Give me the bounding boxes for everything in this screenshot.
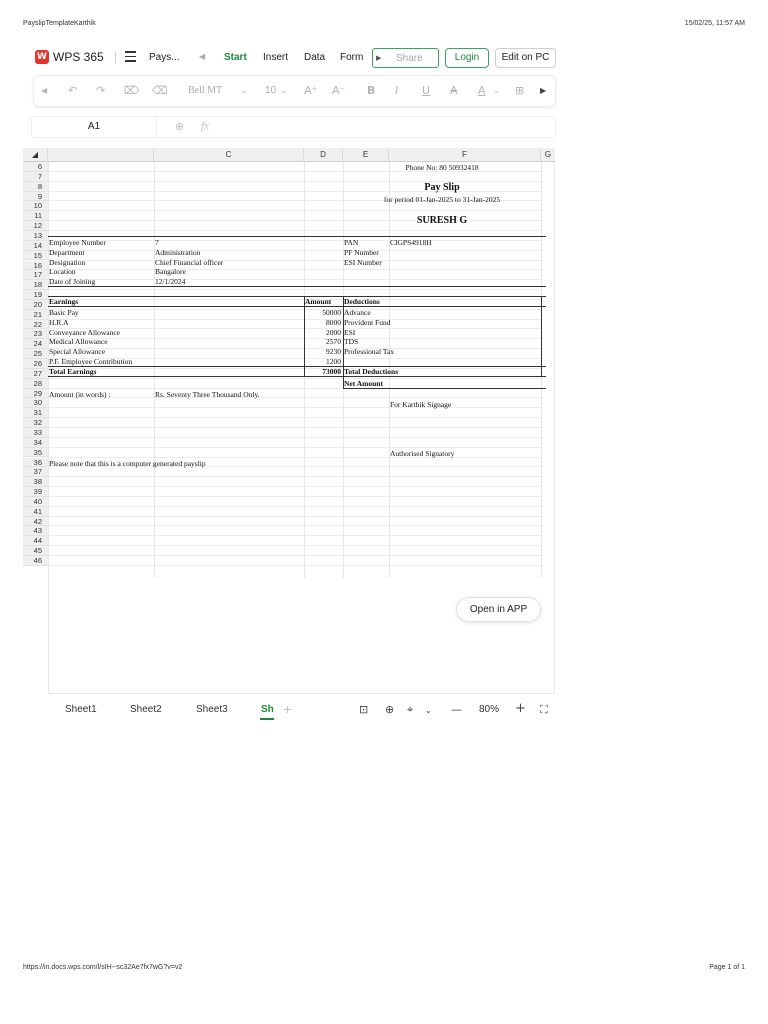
deduction-item: Advance <box>344 308 371 317</box>
info-label: Designation <box>49 258 86 267</box>
row-header[interactable]: 12 <box>23 221 48 231</box>
font-size-select[interactable]: 10 <box>265 85 277 96</box>
row-header[interactable]: 20 <box>23 300 48 310</box>
row-header[interactable]: 24 <box>23 339 48 349</box>
info-value: Chief Financial officer <box>155 258 224 267</box>
gridline <box>48 545 541 546</box>
chevron-down-icon[interactable]: ⌄ <box>280 86 287 95</box>
row-header[interactable]: 43 <box>23 526 48 536</box>
gridline <box>48 496 541 497</box>
print-page-number: Page 1 of 1 <box>709 964 745 971</box>
row-header[interactable]: 10 <box>23 201 48 211</box>
gridline <box>48 457 541 458</box>
row-header[interactable]: 29 <box>23 389 48 399</box>
increase-font-icon[interactable]: A⁺ <box>304 84 318 97</box>
gridline <box>48 289 541 290</box>
pf-label: PF Number <box>344 248 379 257</box>
row-header[interactable]: 6 <box>23 162 48 172</box>
info-label: Employee Number <box>49 238 106 247</box>
gridline <box>48 525 541 526</box>
row-header[interactable]: 19 <box>23 290 48 300</box>
open-in-app-button[interactable]: Open in APP <box>456 597 541 622</box>
decrease-font-icon[interactable]: A⁻ <box>332 84 346 97</box>
gridline <box>48 378 541 379</box>
total-earnings-value: 73000 <box>322 367 341 376</box>
format-painter-icon[interactable]: ⌦ <box>124 84 140 97</box>
employee-name: SURESH G <box>416 215 468 226</box>
deductions-header: Deductions <box>344 297 380 306</box>
print-url: https://in.docs.wps.com/l/sIH--sc32Ae7fx7wG?v=v2 <box>23 964 183 971</box>
row-header[interactable]: 37 <box>23 467 48 477</box>
share-label: Share <box>396 53 423 64</box>
tabs-scroll-left-icon[interactable]: ◀ <box>199 52 206 61</box>
info-value: 12/1/2024 <box>155 277 186 286</box>
globe-icon[interactable]: ⊕ <box>385 703 395 716</box>
gridline <box>48 338 541 339</box>
phone-number: Phone No: 80 50932418 <box>405 163 479 172</box>
strikethrough-icon[interactable]: A <box>450 84 458 97</box>
fullscreen-icon[interactable]: ⛶ <box>540 703 548 716</box>
row-header[interactable]: 22 <box>23 320 48 330</box>
app-topbar <box>33 46 556 70</box>
border-line <box>304 296 305 377</box>
tab-data[interactable]: Data <box>304 52 326 63</box>
pan-value: CIGPS4918H <box>390 238 432 247</box>
underline-icon[interactable]: U <box>422 84 431 97</box>
tab-start[interactable]: Start <box>224 52 247 63</box>
amount-value: 2000 <box>326 328 341 337</box>
amount-value: 2570 <box>326 337 341 346</box>
deduction-item: TDS <box>344 337 359 346</box>
tab-insert[interactable]: Insert <box>263 52 289 63</box>
row-header[interactable]: 36 <box>23 458 48 468</box>
earnings-header: Earnings <box>49 297 79 306</box>
row-header[interactable]: 41 <box>23 507 48 517</box>
amount-words-value: Rs. Seventy Three Thousand Only. <box>155 390 260 399</box>
chevron-down-icon[interactable]: ⌄ <box>241 86 248 95</box>
info-label: Department <box>49 248 85 257</box>
info-value: 7 <box>155 238 159 247</box>
function-icon[interactable]: fx <box>201 120 209 132</box>
info-value: Administration <box>155 248 201 257</box>
row-header[interactable]: 45 <box>23 546 48 556</box>
amount-value: 9230 <box>326 347 341 356</box>
spreadsheet-grid[interactable] <box>23 148 555 578</box>
borders-icon[interactable]: ⊞ <box>515 84 525 97</box>
print-header <box>23 20 745 32</box>
bold-icon[interactable]: B <box>367 84 376 97</box>
undo-icon[interactable]: ↶ <box>68 84 78 97</box>
sheet-tab-3[interactable]: Sheet3 <box>196 704 228 715</box>
row-header[interactable]: 17 <box>23 270 48 280</box>
formula-bar <box>31 116 556 138</box>
sheet-tab-1[interactable]: Sheet1 <box>65 704 97 715</box>
gridline <box>48 260 541 261</box>
gridline <box>48 516 541 517</box>
column-header-g[interactable]: G <box>541 148 555 162</box>
earning-item: P.F. Employee Contribution <box>49 357 133 366</box>
esi-label: ESI Number <box>344 258 382 267</box>
gridline <box>48 535 541 536</box>
formatting-toolbar <box>33 75 556 107</box>
earning-item: Special Allowance <box>49 347 106 356</box>
gridline <box>48 437 541 438</box>
gridline <box>48 427 541 428</box>
add-sheet-icon[interactable]: + <box>283 703 293 716</box>
print-datetime: 15/02/25, 11:57 AM <box>684 20 745 27</box>
sheet-tab-active[interactable]: Sh <box>261 704 274 715</box>
row-header[interactable]: 15 <box>23 251 48 261</box>
chevron-down-icon[interactable]: ⌄ <box>425 706 432 715</box>
zoom-level: 80% <box>479 704 500 715</box>
gridline <box>48 447 541 448</box>
row-header[interactable]: 30 <box>23 398 48 408</box>
border-line <box>48 366 546 367</box>
gridline <box>48 240 541 241</box>
tab-form[interactable]: Form <box>340 52 364 63</box>
font-color-icon[interactable]: A <box>478 84 486 97</box>
column-header-e[interactable]: E <box>343 148 389 162</box>
active-tab-indicator <box>260 718 274 720</box>
row-header[interactable]: 8 <box>23 182 48 192</box>
italic-icon[interactable]: I <box>395 84 399 97</box>
border-line <box>48 286 546 287</box>
row-header[interactable]: 31 <box>23 408 48 418</box>
row-header[interactable]: 34 <box>23 438 48 448</box>
gridline <box>154 162 155 578</box>
border-line <box>541 296 542 377</box>
signatory-label: Authorised Signatory <box>390 449 455 458</box>
gridline <box>48 309 541 310</box>
border-line <box>48 296 546 297</box>
wps-logo-icon: W <box>35 50 49 64</box>
column-header-d[interactable]: D <box>304 148 343 162</box>
amount-header: Amount <box>305 297 332 306</box>
earning-item: Basic Pay <box>49 308 79 317</box>
row-header[interactable]: 21 <box>23 310 48 320</box>
pan-label: PAN <box>344 238 359 247</box>
divider <box>115 52 116 64</box>
net-amount-label: Net Amount <box>344 379 383 388</box>
redo-icon[interactable]: ↷ <box>96 84 106 97</box>
font-name-select[interactable]: Bell MT <box>188 85 223 96</box>
row-header[interactable]: 28 <box>23 379 48 389</box>
border-line <box>343 388 546 389</box>
column-header-blank[interactable] <box>48 148 154 162</box>
share-button[interactable] <box>372 48 439 68</box>
row-header[interactable]: 9 <box>23 192 48 202</box>
freeze-panes-icon[interactable]: ⌖ <box>407 703 414 716</box>
border-line <box>48 376 546 377</box>
gridline <box>48 250 541 251</box>
deduction-item: Professional Tax <box>344 347 394 356</box>
row-header[interactable]: 42 <box>23 517 48 527</box>
gridline <box>48 555 541 556</box>
computer-generated-note: Please note that this is a computer generated payslip <box>49 459 206 468</box>
sheet-tab-bar <box>48 698 555 722</box>
row-header[interactable]: 33 <box>23 428 48 438</box>
chevron-down-icon[interactable]: ⌄ <box>493 86 500 95</box>
print-footer <box>23 964 745 976</box>
row-header[interactable]: 23 <box>23 329 48 339</box>
print-title: PayslipTemplateKarthik <box>23 20 96 27</box>
hamburger-menu-icon[interactable] <box>125 51 136 63</box>
border-line <box>48 306 546 307</box>
edit-on-pc-button[interactable]: Edit on PC <box>495 48 556 68</box>
chevron-left-icon[interactable]: ◀ <box>41 86 48 95</box>
gridline <box>48 299 541 300</box>
amount-value: 8000 <box>326 318 341 327</box>
document-name[interactable]: Pays... <box>149 52 180 63</box>
earning-item: Medical Allowance <box>49 337 108 346</box>
info-label: Location <box>49 267 76 276</box>
eraser-icon[interactable]: ⌫ <box>152 84 168 97</box>
row-header[interactable]: 14 <box>23 241 48 251</box>
info-value: Bangalore <box>155 267 186 276</box>
play-icon: ▶ <box>376 55 382 62</box>
gridline <box>48 506 541 507</box>
gridline <box>48 210 541 211</box>
row-header[interactable]: 26 <box>23 359 48 369</box>
row-header[interactable]: 32 <box>23 418 48 428</box>
zoom-in-icon[interactable]: + <box>515 701 526 716</box>
gridline <box>48 476 541 477</box>
gridline <box>48 368 541 369</box>
wps-logo[interactable] <box>35 50 104 64</box>
wps-logo-text: WPS 365 <box>53 50 104 64</box>
column-header-f[interactable]: F <box>389 148 541 162</box>
amount-value: 50000 <box>322 308 341 317</box>
gridline <box>48 486 541 487</box>
border-line <box>48 236 546 237</box>
payslip-period: for period 01-Jan-2025 to 31-Jan-2025 <box>383 195 501 204</box>
row-header[interactable]: 18 <box>23 280 48 290</box>
gridline <box>48 348 541 349</box>
payslip-title: Pay Slip <box>424 182 460 193</box>
deduction-item: ESI <box>344 328 356 337</box>
row-header[interactable]: 46 <box>23 556 48 566</box>
deduction-item: Provident Fund <box>344 318 391 327</box>
gridline <box>48 565 541 566</box>
chevron-right-icon[interactable]: ▶ <box>540 86 547 95</box>
select-all-corner[interactable]: ◢ <box>23 148 48 162</box>
earning-item: Conveyance Allowance <box>49 328 121 337</box>
row-header[interactable]: 25 <box>23 349 48 359</box>
gridline <box>48 407 541 408</box>
amount-words-label: Amount (in words) : <box>49 390 111 399</box>
info-label: Date of Joining <box>49 277 96 286</box>
gridline <box>48 230 541 231</box>
row-header[interactable]: 39 <box>23 487 48 497</box>
row-header[interactable]: 38 <box>23 477 48 487</box>
row-header[interactable]: 7 <box>23 172 48 182</box>
gridline <box>48 279 541 280</box>
total-earnings-label: Total Earnings <box>49 367 97 376</box>
view-mode-icon[interactable]: ⊡ <box>359 703 369 716</box>
zoom-out-icon[interactable]: — <box>451 703 462 716</box>
row-header[interactable]: 16 <box>23 261 48 271</box>
cell-reference-box[interactable]: A1 <box>32 117 157 137</box>
search-icon[interactable]: ⊕ <box>175 121 185 133</box>
login-button[interactable]: Login <box>445 48 489 68</box>
row-header[interactable]: 35 <box>23 448 48 458</box>
signage-label: For Karthik Signage <box>390 400 452 409</box>
earning-item: H.R.A <box>49 318 69 327</box>
column-header-c[interactable]: C <box>154 148 304 162</box>
gridline <box>48 319 541 320</box>
gridline <box>48 269 541 270</box>
amount-value: 1200 <box>326 357 341 366</box>
row-header[interactable]: 11 <box>23 211 48 221</box>
gridline <box>48 397 541 398</box>
border-line <box>343 296 344 389</box>
sheet-tab-2[interactable]: Sheet2 <box>130 704 162 715</box>
gridline <box>48 417 541 418</box>
total-deductions-label: Total Deductions <box>344 367 399 376</box>
row-header[interactable]: 44 <box>23 536 48 546</box>
row-header[interactable]: 40 <box>23 497 48 507</box>
gridline <box>48 328 541 329</box>
row-header[interactable]: 27 <box>23 369 48 379</box>
row-header[interactable]: 13 <box>23 231 48 241</box>
